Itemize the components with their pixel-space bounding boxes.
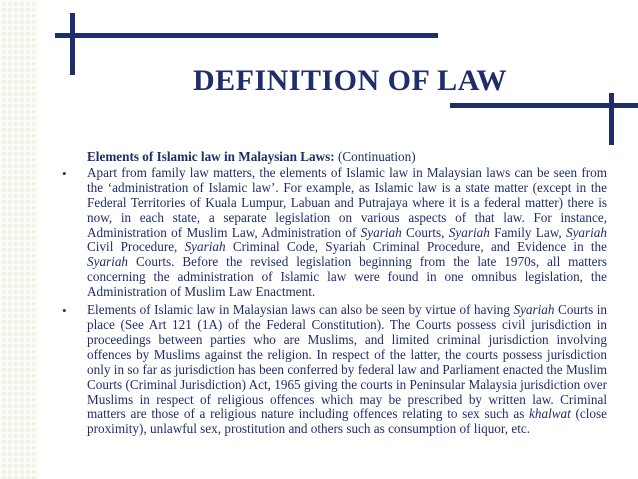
paragraph-text: Family Law, <box>489 224 566 240</box>
paragraph-text: Courts, <box>401 224 449 240</box>
italic-term: Syariah <box>513 302 555 318</box>
italic-term: Syariah <box>184 239 226 255</box>
decorative-grid-pattern <box>0 0 38 479</box>
bullet-item <box>62 166 607 300</box>
decorative-bar-top-horizontal <box>55 33 438 38</box>
bullet-item <box>62 303 607 437</box>
paragraph-text: Criminal Code, Syariah Criminal Procedure, and Evidence in the <box>225 239 607 255</box>
bullet-list <box>62 166 607 437</box>
paragraph-text: Civil Procedure, <box>87 239 185 255</box>
paragraph-text: Elements of Islamic law in Malaysian laws can also be seen by virtue of having <box>87 302 514 318</box>
italic-term: khalwat <box>529 406 571 422</box>
slide-content <box>62 150 607 440</box>
decorative-bar-right-vertical <box>609 93 614 145</box>
subheading-bold: Elements of Islamic law in Malaysian Laws: <box>87 149 335 164</box>
decorative-bar-top-vertical <box>70 13 75 75</box>
subheading-continuation: (Continuation) <box>334 149 416 164</box>
paragraph-text: (close proximity), unlawful sex, prostitution and others such as consumption of liquor, etc. <box>87 406 607 437</box>
italic-term: Syariah <box>565 224 607 240</box>
italic-term: Syariah <box>360 224 402 240</box>
slide-title: DEFINITION OF LAW <box>192 64 508 97</box>
italic-term: Syariah <box>448 224 490 240</box>
paragraph-text: Apart from family law matters, the elements of Islamic law in Malaysian laws can be seen from the ‘administration of Islamic law’. For example, as Islamic law is a state matter (except in the Federal Territories of Kuala Lumpur, Labuan and Putrajaya where it is a federal matter) there is now, in each state, a separate legislation on various aspects of that law. For instance, Administration of Muslim Law, Administration of <box>87 164 607 240</box>
bullet-marker: • <box>62 165 67 181</box>
paragraph-text: Courts in place (See Art 121 (1A) of the Federal Constitution). The Courts possess civil jurisdiction in proceedings between parties who are Muslims, and limited criminal jurisdiction involving offences by Muslims against the religion. In respect of the latter, the courts possess jurisdiction only in so far as jurisdiction has been conferred by federal law and Parliament enacted the Muslim Courts (Criminal Jurisdiction) Act, 1965 giving the courts in Peninsular Malaysia jurisdiction over Muslims in respect of religious offences which may be prescribed by written law. Criminal matters are those of a religious nature including offences relating to sex such as <box>87 302 607 422</box>
subheading <box>62 150 607 165</box>
italic-term: Syariah <box>87 254 129 270</box>
bullet-marker: • <box>62 303 67 319</box>
paragraph-text: Courts. Before the revised legislation beginning from the late 1970s, all matters concerning the administration of Islamic law were found in one omnibus legislation, the Administration of Muslim Law Enactment. <box>87 254 607 300</box>
